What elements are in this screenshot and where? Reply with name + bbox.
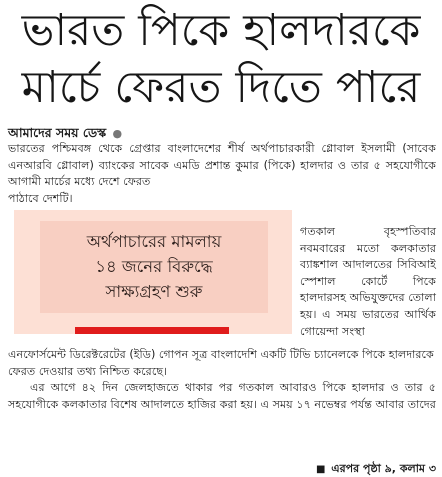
pull-quote-box [14, 210, 292, 334]
article-paragraph-side: গতকাল বৃহস্পতিবার নবমবারের মতো কলকাতার ব্যাঙ্কশাল আদালতের সিবিআই স্পেশাল কোর্টে পিকে হালদারসহ অভিযুক্তদের তোলা হয়। এ সময় ভারতের আর্থিক গোয়েন্দা সংস্থা [300, 225, 436, 338]
article-paragraph-bottom-text-2: এর আগে ৪২ দিন জেলহাজতে থাকার পর গতকাল আবারও পিকে হালদার ও তার ৫ সহযোগীকে কলকাতার বিশেষ আদালতে হাজির করা হয়। এ সময় ১৭ নভেম্বর পর্যন্ত আবার তাদের [8, 381, 436, 411]
article-paragraph-bottom-text-1: এনফোর্সমেন্ট ডিরেক্টরেটের (ইডি) গোপন সূত্র বাংলাদেশি একটি টিভি চ্যানেলকে পিকে হালদারকে ফেরত দেওয়ার তথ্য নিশ্চিত করেছে। [8, 348, 434, 378]
continued-marker-icon: ■ [315, 464, 326, 475]
pull-quote-inner [40, 221, 268, 313]
pull-quote-accent-bar [75, 327, 229, 334]
article-paragraph-top-last: পাঠাবে দেশটি। [8, 191, 73, 205]
headline [0, 2, 442, 116]
pull-quote-line-3: সাক্ষ্যগ্রহণ শুরু [105, 282, 203, 301]
pull-quote-text [40, 229, 268, 304]
article-paragraph-top [8, 141, 436, 207]
headline-line-1: ভারত পিকে হালদারকে [21, 5, 421, 56]
byline [8, 125, 122, 142]
article-paragraph-top-text: ভারতের পশ্চিমবঙ্গ থেকে গ্রেপ্তার বাংলাদেশের শীর্ষ অর্থপাচারকারী গ্লোবাল ইসলামী (সাবেক এনআরবি গ্লোবাল) ব্যাংকের সাবেক এমডি প্রশান্ত কুমার (পিকে) হালদার ও তার ৫ সহযোগীকে আগামী মার্চের মধ্যে দেশে ফেরত [8, 142, 436, 189]
article-paragraph-bottom [8, 347, 436, 413]
pull-quote-line-1: অর্থপাচারের মামলায় [86, 232, 222, 251]
continued-text: এরপর পৃষ্ঠা ৯, কলাম ৩ [331, 462, 436, 475]
pull-quote-line-2: ১৪ জনের বিরুদ্ধে [95, 257, 213, 276]
byline-marker: ● [112, 127, 123, 140]
byline-text: আমাদের সময় ডেস্ক [8, 125, 107, 140]
headline-line-2: মার্চে ফেরত দিতে পারে [21, 62, 421, 113]
